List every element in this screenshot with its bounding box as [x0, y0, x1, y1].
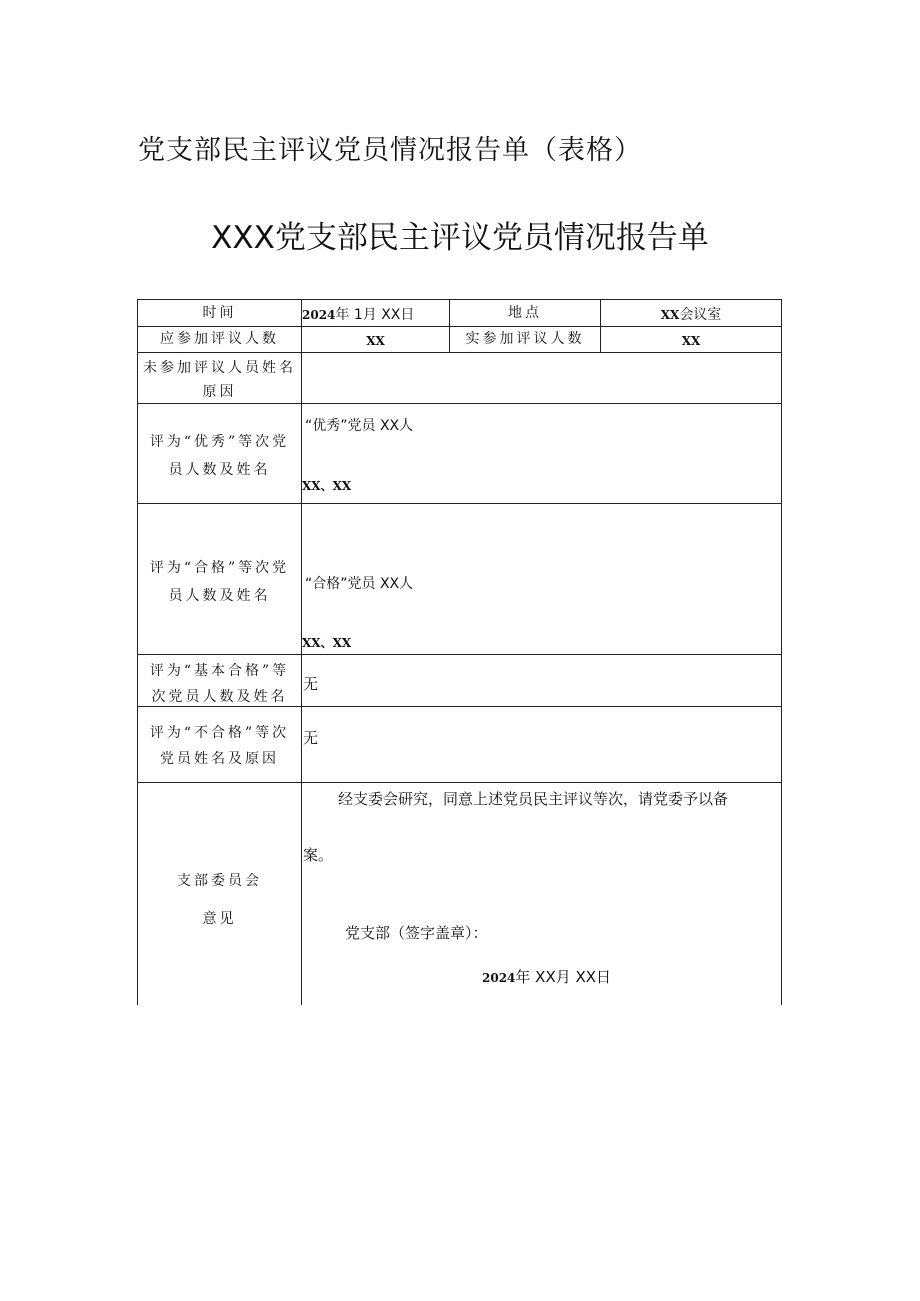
signature-date: [482, 965, 611, 990]
location-value: [601, 303, 781, 327]
signature-line: 党支部（签字盖章）：: [345, 924, 488, 942]
form-title: XXX党支部民主评议党员情况报告单: [211, 220, 709, 256]
opinion-line1: 经支委会研究，同意上述党员民主评议等次，请党委予以备: [338, 790, 729, 808]
excellent-label-line2: 员人数及姓名: [168, 462, 271, 478]
excellent-names: XX、XX: [302, 479, 352, 493]
actual-count-label: 实参加评议人数: [465, 331, 585, 347]
absent-label: [138, 356, 301, 404]
excellent-label-line1: 评为“优秀”等次党: [149, 434, 290, 450]
absent-label-line1: 未参加评议人员姓名: [143, 360, 296, 376]
expected-count-value: XX: [366, 334, 385, 348]
qualified-names: XX、XX: [302, 636, 352, 650]
qualified-label-line1: 评为“合格”等次党: [149, 560, 290, 576]
qualified-label-line2: 员人数及姓名: [168, 588, 271, 604]
absent-label-line2: 原因: [202, 384, 237, 400]
unqualified-value: 无: [303, 729, 319, 747]
location-value-text: 会议室: [679, 307, 722, 323]
qualified-count: “合格”党员 XX人: [305, 576, 414, 592]
location-value-code: XX: [660, 308, 680, 322]
excellent-label: [138, 428, 301, 484]
unqualified-label-line1: 评为“不合格”等次: [149, 725, 290, 741]
signature-date-rest: 年 XX月 XX日: [515, 968, 612, 986]
time-label: 时间: [202, 305, 237, 321]
time-value: [302, 303, 449, 327]
time-value-year: 2024: [302, 308, 336, 322]
qualified-label: [138, 554, 301, 610]
basic-qualified-label: [138, 658, 301, 710]
basic-qualified-label-line1: 评为“基本合格”等: [149, 663, 290, 679]
basic-qualified-value: 无: [303, 675, 319, 693]
committee-label-line2: 意见: [202, 911, 237, 927]
excellent-count: “优秀”党员 XX人: [305, 418, 414, 434]
committee-label-line1: 支部委员会: [177, 873, 262, 889]
opinion-line2: 案。: [303, 846, 334, 864]
unqualified-label-line2: 党员姓名及原因: [160, 751, 279, 767]
document-heading: 党支部民主评议党员情况报告单（表格）: [138, 135, 642, 166]
actual-count-value: XX: [681, 334, 701, 348]
basic-qualified-label-line2: 次党员人数及姓名: [151, 689, 288, 705]
unqualified-label: [138, 720, 301, 772]
committee-label: [138, 862, 301, 938]
location-label: 地点: [508, 305, 542, 321]
signature-date-year: 2024: [482, 971, 516, 985]
expected-count-label: 应参加评议人数: [160, 331, 279, 347]
time-value-rest: 年 1月 XX日: [335, 307, 415, 323]
